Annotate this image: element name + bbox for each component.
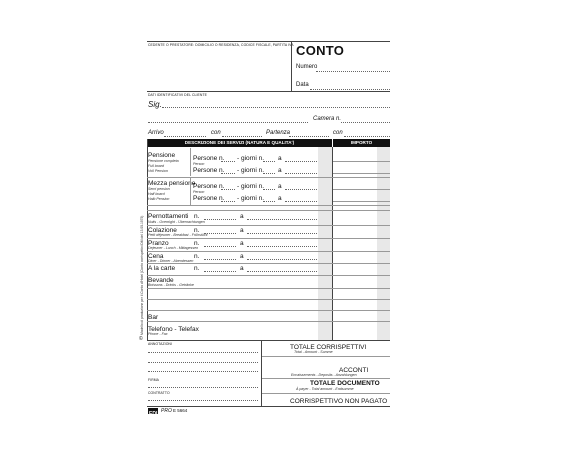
totale-corrispettivi-label: TOTALE CORRISPETTIVI [290,344,367,351]
con2-line[interactable] [344,136,390,137]
acconti-sub: Encaissements - Deposits - Anzahlungen [291,373,357,377]
service-a-cena: a [240,253,244,260]
pensione-row2-persone: Persone n. [193,167,225,174]
logo-product: PRO [161,408,172,414]
telefono-sub: Phone - Fax [148,332,168,336]
service-a-line-cena[interactable] [247,259,317,260]
pensione-row2-giorni-line[interactable] [263,173,275,174]
service-n-line-alacarte[interactable] [204,271,236,272]
footer-divider [261,340,262,406]
service-n-pernottamenti: n. [194,213,200,220]
client-caption: DATI IDENTIFICATIVI DEL CLIENTE [148,93,207,97]
mezza-row1-giorni-line[interactable] [263,189,275,190]
mezza-row1-persone: Persone n. [193,183,225,190]
mezza-row2-a: a [278,195,282,202]
bar-rule [147,321,390,322]
service-a-colazione: a [240,227,244,234]
pensione-sub3: Voll Pension [148,169,168,173]
issuer-caption: CEDENTE O PRESTATORE: DOMICILIO O RESIDENZA, CODICE FISCALE, PARTITA IVA [148,43,294,47]
acconti-rule[interactable] [262,378,390,379]
service-a-pranzo: a [240,240,244,247]
arrivo-label: Arrivo [148,130,164,136]
service-n-colazione: n. [194,227,200,234]
service-a-line-alacarte[interactable] [247,271,317,272]
side-vertical-text: Modello di produzione per il Conto d'Hotel (Conto corrispettivi DM del 13.05.1975) [140,215,144,335]
annotazioni-caption: ANNOTAZIONI [148,342,173,346]
annotazioni-line2[interactable] [148,362,258,363]
pensione-row1-giorni-line[interactable] [263,161,275,162]
service-n-line-cena[interactable] [204,259,236,260]
contratto-caption: CONTRATTO [148,391,170,395]
pensione-row1-a-line[interactable] [285,161,317,162]
con2-label: con [333,130,343,136]
service-rule-colazione [147,238,390,239]
service-a-line-colazione[interactable] [247,233,317,234]
pensione-row1-persone-line[interactable] [221,161,235,162]
con-label: con [211,130,221,136]
blank-row-rule [147,210,390,211]
sig-line[interactable] [162,107,390,108]
document-title: CONTO [296,43,345,58]
service-rule-pranzo [147,251,390,252]
partenza-label: Partenza [266,130,291,136]
acconti-label: ACCONTI [339,367,369,374]
totale-corrispettivi-rule[interactable] [262,356,390,357]
bevande-rule1 [147,288,390,289]
mezza-row1-a: a [278,183,282,190]
mezza-row2-giorni-line[interactable] [263,201,275,202]
service-a-pernottamenti: a [240,213,244,220]
mezza-sub2: Half board [148,192,165,196]
pensione-amount-line1[interactable] [333,161,390,162]
annotazioni-line1[interactable] [148,352,258,353]
mezza-row1-giorni: - giorni n. [237,183,265,190]
service-n-alacarte: n. [194,265,200,272]
service-n-line-pernottamenti[interactable] [204,219,236,220]
pensione-row2-a: a [278,167,282,174]
service-label-pranzo: Pranzo [148,240,169,247]
header-top-rule [147,41,390,42]
pensione-row2-a-line[interactable] [285,173,317,174]
mezza-amount-line1[interactable] [333,189,390,190]
data-line[interactable] [310,89,390,90]
corrispettivo-non-pagato-label: CORRISPETTIVO NON PAGATO [290,398,388,405]
footer-bottom-rule [147,406,390,407]
numero-label: Numero [296,64,318,70]
camera-label: Camera n. [313,116,342,122]
bevande-rule2 [147,299,390,300]
service-rule-cena [147,263,390,264]
con-line[interactable] [222,136,262,137]
mezza-row2-persone-line[interactable] [221,201,235,202]
firma-line[interactable] [148,387,258,388]
totale-documento-label: TOTALE DOCUMENTO [310,380,380,387]
camera-line[interactable] [341,122,390,123]
copyright-icon: © [139,336,143,342]
service-rule-alacarte [147,275,390,276]
mezza-row2-giorni: - giorni n. [237,195,265,202]
service-n-cena: n. [194,253,200,260]
mezza-row1-persone-line[interactable] [221,189,235,190]
pensione-label: Pensione [148,152,176,159]
service-label-cena: Cena [148,253,164,260]
bar-label: Bar [148,314,159,321]
service-rule-pernottamenti [147,225,390,226]
mezza-row1-sub: Person [193,190,205,194]
service-n-line-colazione[interactable] [204,233,236,234]
totale-corrispettivi-sub: Total - Amount - Summe [294,350,333,354]
bevande-label: Bevande [148,277,174,284]
pensione-row1-sub: Person [193,162,205,166]
client-address-line[interactable] [148,122,308,123]
service-a-alacarte: a [240,265,244,272]
service-label-pernottamenti: Pernottamenti [148,213,189,220]
service-label-alacarte: A la carte [148,265,176,272]
sig-label: Sig. [148,100,162,109]
header-bottom-rule [147,91,390,92]
pensione-row2-persone-line[interactable] [221,173,235,174]
service-sub-cena: Diner - Dinner - Abendessen [148,259,194,263]
service-label-colazione: Colazione [148,227,177,234]
service-sub-colazione: Petit déjeuner - Breakfast - Frühstück [148,233,208,237]
annotazioni-line3[interactable] [148,371,258,372]
pensione-row1-a: a [278,155,282,162]
mezza-row2-persone: Persone n. [193,195,225,202]
totale-documento-rule[interactable] [262,393,390,394]
product-code: E 5664 [173,408,188,413]
pensione-row1-persone: Persone n. [193,155,225,162]
data-label: Data [296,82,309,88]
bevande-rule3 [147,310,390,311]
contratto-line[interactable] [148,400,258,401]
pensione-amount-line2[interactable] [333,173,390,174]
service-n-pranzo: n. [194,240,200,247]
mezza-amount-line2[interactable] [333,201,390,202]
description-header: DESCRIZIONE DEI SERVIZI (NATURA E QUALITA') [147,139,332,147]
numero-line[interactable] [316,71,390,72]
pensione-row1-giorni: - giorni n. [237,155,265,162]
firma-caption: FIRMA [148,378,160,382]
pensione-divider [190,148,191,176]
mezza-label: Mezza pensione [148,180,196,187]
mezza-row2-a-line[interactable] [285,201,317,202]
service-n-line-pranzo[interactable] [204,246,236,247]
mezza-sub1: Semi pension [148,187,170,191]
pensione-sub1: Pensione completa [148,159,179,163]
service-sub-pernottamenti: Nuits - Overnight - Übernachtungen [148,220,205,224]
logo-text: EDI [149,411,158,417]
service-a-line-pranzo[interactable] [247,246,317,247]
edipro-logo [148,408,158,417]
totale-documento-sub: À payer - Total amount - Endsumme [296,387,354,391]
importo-header: IMPORTO [333,139,390,147]
mezza-bottom-rule [147,205,390,206]
service-a-line-pernottamenti[interactable] [247,219,317,220]
service-sub-pranzo: Dejeuner - Lunch - Mittagessen [148,246,199,250]
arrivo-line[interactable] [164,136,206,137]
pensione-sub2: Full board [148,164,164,168]
pensione-bottom-rule [147,177,390,178]
telefono-label: Telefono - Telefax [148,326,199,333]
bevande-sub: Boissons - Drinks - Getränke [148,283,194,287]
mezza-sub3: Halb Pension [148,197,170,201]
pensione-row2-giorni: - giorni n. [237,167,265,174]
header-divider [291,41,292,91]
table-bottom-rule [147,340,390,341]
mezza-row1-a-line[interactable] [285,189,317,190]
mezza-divider [190,177,191,205]
partenza-line[interactable] [289,136,329,137]
